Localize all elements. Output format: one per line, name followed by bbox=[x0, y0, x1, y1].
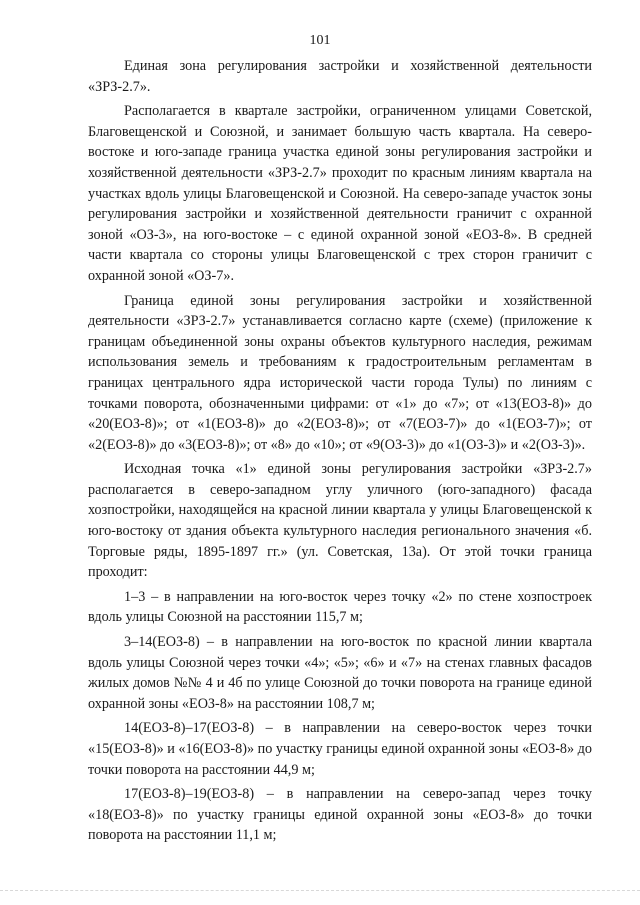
scan-edge-marks bbox=[0, 890, 640, 894]
starting-point-paragraph: Исходная точка «1» единой зоны регулирования застройки «ЗРЗ-2.7» располагается в северо-западном углу уличного (юго-западного) фасада хозпостройки, находящейся на красной линии квартала у улицы Благовещенской к юго-востоку от здания объекта культурного наследия регионального значения «б. Торговые ряды, 1895-1897 гг.» (ул. Советская, 13а). От этой точки граница проходит: bbox=[88, 461, 592, 581]
page-number: 101 bbox=[309, 33, 331, 48]
segment-3-14-paragraph: 3–14(ЕОЗ-8) – в направлении на юго-восток по красной линии квартала вдоль улицы Союзной через точки «4»; «5»; «6» и «7» на стенах главных фасадов жилых домов №№ 4 и 4б по улице Союзной до точки поворота на границе единой охранной зоны «ЕОЗ-8» на расстоянии 108,7 м; bbox=[88, 634, 592, 712]
document-body bbox=[88, 56, 592, 850]
segment-1-3-paragraph: 1–3 – в направлении на юго-восток через точку «2» по стене хозпостроек вдоль улицы Союзной на расстоянии 115,7 м; bbox=[88, 588, 592, 626]
segment-17-19-paragraph: 17(ЕОЗ-8)–19(ЕОЗ-8) – в направлении на северо-запад через точку «18(ЕОЗ-8)» по участку границы единой охранной зоны «ЕОЗ-8» до точки поворота на расстоянии 11,1 м; bbox=[88, 786, 592, 844]
location-paragraph: Располагается в квартале застройки, ограниченном улицами Советской, Благовещенской и Союзной, и занимает большую часть квартала. На северо-востоке и юго-западе граница участка единой зоны регулирования застройки и хозяйственной деятельности «ЗРЗ-2.7» проходит по красным линиям квартала на участках вдоль улицы Благовещенской и Союзной. На северо-западе участок зоны регулирования застройки и хозяйственной деятельности граничит с охранной зоной «ОЗ-3», на юго-востоке – с единой охранной зоной «ЕОЗ-8». В средней части квартала со стороны улицы Благовещенской с трех сторон граничит с охранной зоной «ОЗ-7». bbox=[88, 103, 592, 284]
boundary-definition-paragraph: Граница единой зоны регулирования застройки и хозяйственной деятельности «ЗРЗ-2.7» устанавливается согласно карте (схеме) (приложение к границам объединенной зоны охраны объектов культурного наследия, режимам использования земель и требованиям к градостроительным регламентам в границах центрального ядра исторической части города Тулы) по линиям с точками поворота, обозначенными цифрами: от «1» до «7»; от «13(ЕОЗ-8)» до «20(ЕОЗ-8)»; от «1(ЕОЗ-8)» до «2(ЕОЗ-8)»; от «7(ЕОЗ-7)» до «1(ЕОЗ-7)»; от «2(ЕОЗ-8)» до «3(ЕОЗ-8)»; от «8» до «10»; от «9(ОЗ-3)» до «1(ОЗ-3)» и «2(ОЗ-3)». bbox=[88, 292, 592, 453]
zone-heading-paragraph: Единая зона регулирования застройки и хозяйственной деятельности «ЗРЗ-2.7». bbox=[88, 58, 592, 95]
segment-14-17-paragraph: 14(ЕОЗ-8)–17(ЕОЗ-8) – в направлении на северо-восток через точки «15(ЕОЗ-8)» и «16(ЕОЗ-8)» по участку границы единой охранной зоны «ЕОЗ-8» до точки поворота на расстоянии 44,9 м; bbox=[88, 720, 592, 778]
